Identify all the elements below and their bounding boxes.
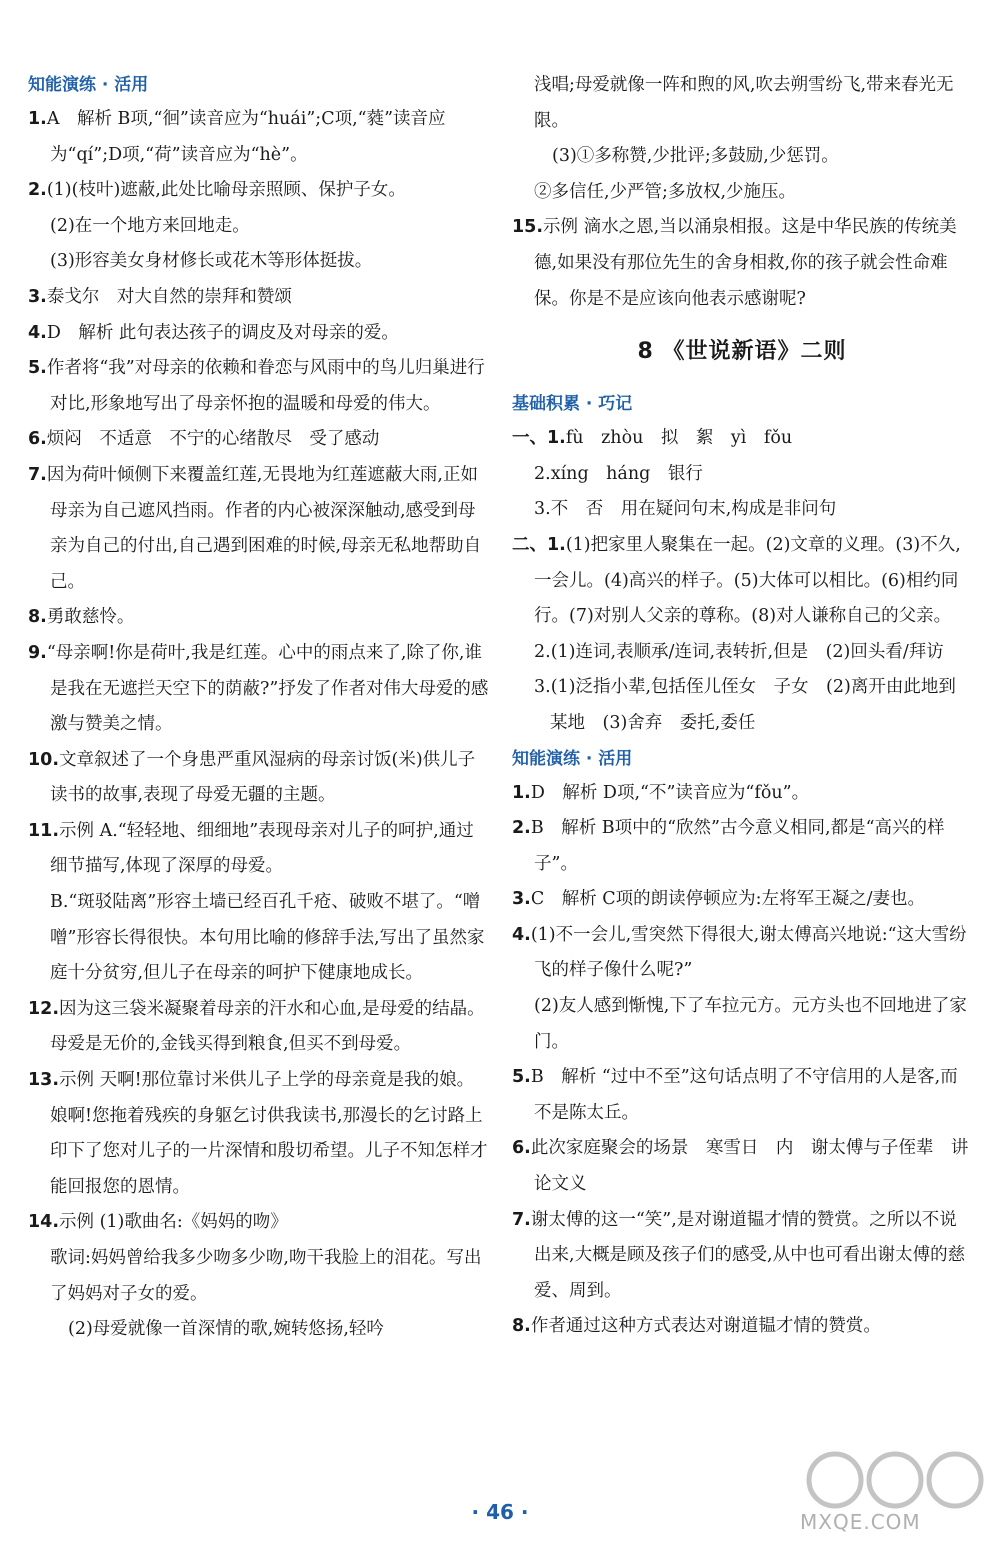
answer-item — [28, 316, 490, 352]
section-heading: 知能演练 · 活用 — [28, 75, 149, 95]
item-number: 15. — [512, 217, 544, 238]
item-text: 示例 天啊!那位靠讨米供儿子上学的母亲竟是我的娘。娘啊!您拖着残疾的身躯乞讨供我读书,那漫长的乞讨路上印下了您对儿子的一片深情和殷切希望。儿子不知怎样才能回报您的恩情。 — [50, 1070, 488, 1197]
answer-list — [28, 102, 490, 1348]
lesson-title: 8 《世说新语》二则 — [637, 339, 847, 365]
item-text: 谢太傅的这一“笑”,是对谢道韫才情的赞赏。之所以不说出来,大概是顾及孩子们的感受,从中也可看出谢太傅的慈爱、周到。 — [530, 1209, 966, 1301]
item-text: D 解析 D项,“不”读音应为“fǒu”。 — [530, 782, 810, 803]
item-number: 5. — [512, 1067, 531, 1088]
item-number: 7. — [28, 464, 47, 485]
item-text: (1)不一会儿,雪突然下得很大,谢太傅高兴地说:“这大雪纷飞的样子像什么呢?” — [530, 924, 967, 981]
answer-item — [28, 102, 490, 173]
item-text: 因为这三袋米凝聚着母亲的汗水和心血,是母爱的结晶。母爱是无价的,金钱买得到粮食,但买不到母爱。 — [50, 998, 485, 1055]
answer-item — [512, 492, 972, 528]
answer-item — [28, 743, 490, 814]
item-text: 示例 (1)歌曲名:《妈妈的吻》 — [59, 1212, 288, 1233]
answer-item — [28, 1063, 490, 1205]
continued-text: (3)①多称赞,少批评;多鼓励,少惩罚。 — [552, 146, 839, 167]
item-number: 14. — [28, 1212, 60, 1233]
answer-item — [512, 776, 972, 812]
item-number: 8. — [512, 1316, 531, 1337]
item-number: 二、1. — [512, 534, 566, 555]
item-text: D 解析 此句表达孩子的调皮及对母亲的爱。 — [46, 322, 399, 343]
continued-text: ②多信任,少严管;多放权,少施压。 — [534, 181, 797, 202]
watermark — [800, 1450, 990, 1540]
answer-item — [512, 1060, 972, 1131]
item-number: 一、1. — [512, 428, 566, 449]
item-number: 10. — [28, 749, 60, 770]
answer-item — [28, 636, 490, 743]
item-number: 6. — [28, 429, 47, 450]
item-text: 示例 滴水之恩,当以涌泉相报。这是中华民族的传统美德,如果没有那位先生的舍身相救,你的孩子就会性命难保。你是不是应该向他表示感谢呢? — [534, 217, 957, 309]
answer-list — [512, 421, 972, 741]
item-text: “母亲啊!你是荷叶,我是红莲。心中的雨点来了,除了你,谁是我在无遮拦天空下的荫蔽?”抒发了作者对伟大母爱的感激与赞美之情。 — [46, 642, 489, 735]
item-text: 不 否 用在疑问句末,构成是非问句 — [550, 499, 837, 520]
section-heading: 知能演练 · 活用 — [512, 748, 633, 769]
answer-subitem: 歌词:妈妈曾给我多少吻多少吻,吻干我脸上的泪花。写出了妈妈对子女的爱。 — [50, 1248, 482, 1304]
page-number: · 46 · — [471, 1500, 529, 1524]
answer-subitem: (2)友人感到惭愧,下了车拉元方。元方头也不回地进了家门。 — [534, 996, 967, 1052]
answer-item — [512, 457, 972, 493]
item-number: 2. — [512, 818, 531, 839]
answer-item — [28, 173, 490, 209]
item-text: 烦闷 不适意 不宁的心绪散尽 受了感动 — [46, 429, 380, 450]
answer-item — [512, 811, 972, 882]
item-number: 7. — [512, 1209, 531, 1230]
item-number: 3. — [28, 286, 47, 307]
answer-item — [28, 351, 490, 422]
item-text: 示例 A.“轻轻地、细细地”表现母亲对儿子的呵护,通过细节描写,体现了深厚的母爱。 — [50, 820, 474, 877]
item-number: 6. — [512, 1138, 531, 1159]
item-text: C 解析 C项的朗读停顿应为:左将军王凝之/妻也。 — [530, 889, 925, 910]
answer-item — [512, 918, 972, 989]
item-text: xíng háng 银行 — [550, 463, 703, 484]
item-text: 作者将“我”对母亲的依赖和眷恋与风雨中的鸟儿归巢进行对比,形象地写出了母亲怀抱的温暖和母爱的伟大。 — [46, 358, 485, 414]
answer-item — [512, 1309, 972, 1345]
answer-subitem: B.“斑驳陆离”形容土墙已经百孔千疮、破败不堪了。“噌噌”形容长得很快。本句用比喻的修辞手法,写出了虽然家庭十分贫穷,但儿子在母亲的呵护下健康地成长。 — [50, 892, 485, 984]
answer-item — [28, 600, 490, 636]
item-number: 11. — [28, 820, 60, 841]
item-number: 4. — [512, 924, 531, 945]
answer-item — [512, 882, 972, 918]
item-number: 2. — [534, 463, 551, 484]
item-number: 5. — [28, 358, 47, 379]
item-text: (1)(枝叶)遮蔽,此处比喻母亲照顾、保护子女。 — [46, 180, 406, 201]
item-text: (1)把家里人聚集在一起。(2)文章的义理。(3)不久,一会儿。(4)高兴的样子。(5)大体可以相比。(6)相约同行。(7)对别人父亲的尊称。(8)对人谦称自己的父亲。 — [534, 534, 961, 627]
item-text: 勇敢慈怜。 — [46, 607, 135, 628]
answer-item — [512, 421, 972, 457]
item-text: 泰戈尔 对大自然的崇拜和赞颂 — [46, 286, 292, 307]
answer-item — [512, 210, 972, 317]
answer-subitem: (2)在一个地方来回地走。 — [50, 215, 250, 236]
answer-item — [512, 635, 972, 671]
answer-subitem: (3)形容美女身材修长或花木等形体挺拔。 — [50, 251, 373, 272]
item-number: 9. — [28, 642, 47, 663]
item-text: (1)连词,表顺承/连词,表转折,但是 (2)回头看/拜访 — [550, 641, 944, 662]
answer-item — [28, 992, 490, 1063]
answer-item — [512, 1131, 972, 1202]
answer-item — [28, 814, 490, 885]
answer-item — [28, 1205, 490, 1241]
item-number: 13. — [28, 1070, 60, 1091]
item-text: B 解析 “过中不至”这句话点明了不守信用的人是客,而不是陈太丘。 — [530, 1067, 958, 1123]
item-text: 此次家庭聚会的场景 寒雪日 内 谢太傅与子侄辈 讲论文义 — [530, 1138, 969, 1195]
item-number: 1. — [28, 109, 47, 129]
answer-item — [512, 1203, 972, 1310]
answer-item — [28, 422, 490, 458]
answer-item — [28, 458, 490, 600]
item-text: 文章叙述了一个身患严重风湿病的母亲讨饭(米)供儿子读书的故事,表现了母爱无疆的主题。 — [50, 749, 476, 806]
item-number: 1. — [512, 782, 531, 803]
item-number: 12. — [28, 998, 60, 1019]
item-text: B 解析 B项中的“欣然”古今意义相同,都是“高兴的样子”。 — [530, 818, 945, 874]
continued-text: 浅唱;母爱就像一阵和煦的风,吹去朔雪纷飞,带来春光无限。 — [534, 75, 954, 131]
left-column — [28, 68, 490, 1348]
item-text: 作者通过这种方式表达对谢道韫才情的赞赏。 — [530, 1316, 881, 1337]
item-number: 3. — [512, 889, 531, 910]
answer-item — [28, 280, 490, 316]
item-number: 3. — [534, 677, 551, 698]
item-text: fù zhòu 拟 絮 yì fǒu — [565, 428, 793, 449]
item-text: A 解析 B项,“徊”读音应为“huái”;C项,“蕤”读音应为“qí”;D项,“荷”读音应为“hè”。 — [46, 109, 446, 165]
watermark-text: MXQE.COM — [800, 1510, 921, 1534]
item-number: 4. — [28, 322, 47, 343]
answer-subitem: (2)母爱就像一首深情的歌,婉转悠扬,轻吟 — [68, 1319, 384, 1340]
section-heading: 基础积累 · 巧记 — [512, 394, 633, 415]
item-number: 3. — [534, 499, 551, 520]
answer-list — [512, 776, 972, 1346]
answer-item — [512, 528, 972, 635]
answer-item — [512, 670, 972, 741]
item-text: 因为荷叶倾侧下来覆盖红莲,无畏地为红莲遮蔽大雨,正如母亲为自己遮风挡雨。作者的内心被深深触动,感受到母亲为自己的付出,自己遇到困难的时候,母亲无私地帮助自己。 — [46, 464, 482, 592]
right-column — [512, 68, 972, 1345]
item-number: 2. — [28, 180, 47, 201]
item-text: (1)泛指小辈,包括侄儿侄女 子女 (2)离开由此地到某地 (3)舍弃 委托,委任 — [550, 677, 956, 733]
item-number: 2. — [534, 641, 551, 662]
item-number: 8. — [28, 607, 47, 628]
